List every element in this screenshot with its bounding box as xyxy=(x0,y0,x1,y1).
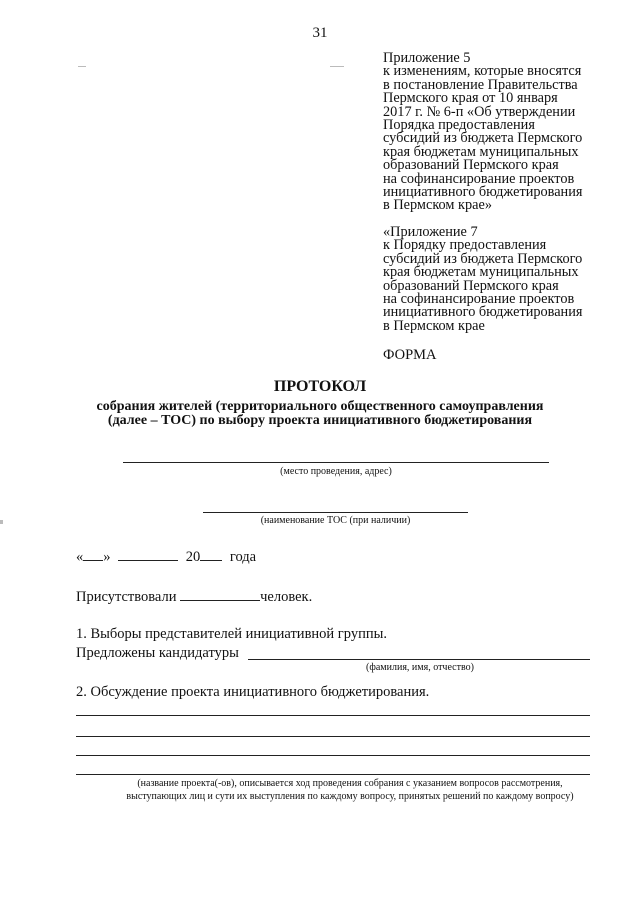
page-number: 31 xyxy=(312,25,328,41)
appendix7-line: края бюджетам муниципальных xyxy=(383,264,579,281)
date-line xyxy=(76,548,256,566)
appendix5-line: в постановление Правительства xyxy=(383,76,578,93)
place-caption: (место проведения, адрес) xyxy=(280,466,392,477)
date-close-quote: » xyxy=(103,549,111,565)
item-2-heading: 2. Обсуждение проекта инициативного бюджетирования. xyxy=(76,684,430,700)
appendix5-line: образований Пермского края xyxy=(383,157,559,174)
scan-speck xyxy=(330,66,344,67)
appendix5-line: в Пермском крае» xyxy=(383,197,492,214)
appendix-5-block xyxy=(383,52,623,213)
discussion-blank-line xyxy=(76,736,590,737)
appendix5-line: 2017 г. № 6-п «Об утверждении xyxy=(383,103,576,120)
form-label: ФОРМА xyxy=(383,347,437,363)
present-label: Присутствовали xyxy=(76,589,177,605)
appendix7-line: «Приложение 7 xyxy=(383,224,478,240)
appendix5-line: инициативного бюджетирования xyxy=(383,184,583,201)
appendix5-line: к изменениям, которые вносятся xyxy=(383,63,582,80)
month-blank xyxy=(118,548,178,561)
scan-speck xyxy=(0,520,3,524)
date-open-quote: « xyxy=(76,549,84,565)
appendix5-line: края бюджетам муниципальных xyxy=(383,143,579,160)
appendix5-line: субсидий из бюджета Пермского xyxy=(383,130,583,147)
subtitle-line-2: (далее – ТОС) по выбору проекта инициативного бюджетирования xyxy=(107,413,533,428)
present-line xyxy=(76,588,312,606)
appendix7-line: инициативного бюджетирования xyxy=(383,304,583,321)
year-blank xyxy=(200,548,222,561)
appendix7-line: в Пермском крае xyxy=(383,317,485,334)
appendix7-line: образований Пермского края xyxy=(383,277,559,294)
item-1-heading: 1. Выборы представителей инициативной группы. xyxy=(76,626,387,642)
year-suffix: года xyxy=(229,549,257,565)
appendix5-line: Пермского края от 10 января xyxy=(383,90,558,107)
discussion-blank-line xyxy=(76,774,590,775)
footnote-line-2: выступающих лиц и сути их выступления по каждому вопросу, принятых решений по каждому вопросу) xyxy=(126,791,574,802)
discussion-footnote xyxy=(60,777,640,803)
appendix7-line: на софинансирование проектов xyxy=(383,291,575,308)
protocol-title: ПРОТОКОЛ xyxy=(273,378,367,395)
protocol-subtitle xyxy=(0,400,640,428)
present-count-blank xyxy=(180,588,260,601)
appendix-7-block xyxy=(383,226,623,333)
place-blank-line xyxy=(123,462,549,463)
appendix5-line: Приложение 5 xyxy=(383,50,471,66)
tos-name-caption: (наименование ТОС (при наличии) xyxy=(260,515,411,526)
appendix5-line: Порядка предоставления xyxy=(383,117,535,134)
fio-caption: (фамилия, имя, отчество) xyxy=(366,662,474,673)
candidates-label: Предложены кандидатуры xyxy=(76,645,239,661)
appendix7-line: к Порядку предоставления xyxy=(383,237,547,254)
discussion-blank-line xyxy=(76,715,590,716)
appendix5-line: на софинансирование проектов xyxy=(383,170,575,187)
year-prefix: 20 xyxy=(185,549,201,565)
present-unit: человек. xyxy=(260,589,313,605)
footnote-line-1: (название проекта(-ов), описывается ход проведения собрания с указанием вопросов рассмотрения, xyxy=(137,778,563,789)
tos-name-blank-line xyxy=(203,512,468,513)
appendix7-line: субсидий из бюджета Пермского xyxy=(383,250,583,267)
scan-speck xyxy=(78,66,86,67)
discussion-blank-line xyxy=(76,755,590,756)
day-blank xyxy=(83,548,103,561)
candidates-blank-line xyxy=(248,659,590,660)
subtitle-line-1: собрания жителей (территориального общественного самоуправления xyxy=(96,399,544,414)
